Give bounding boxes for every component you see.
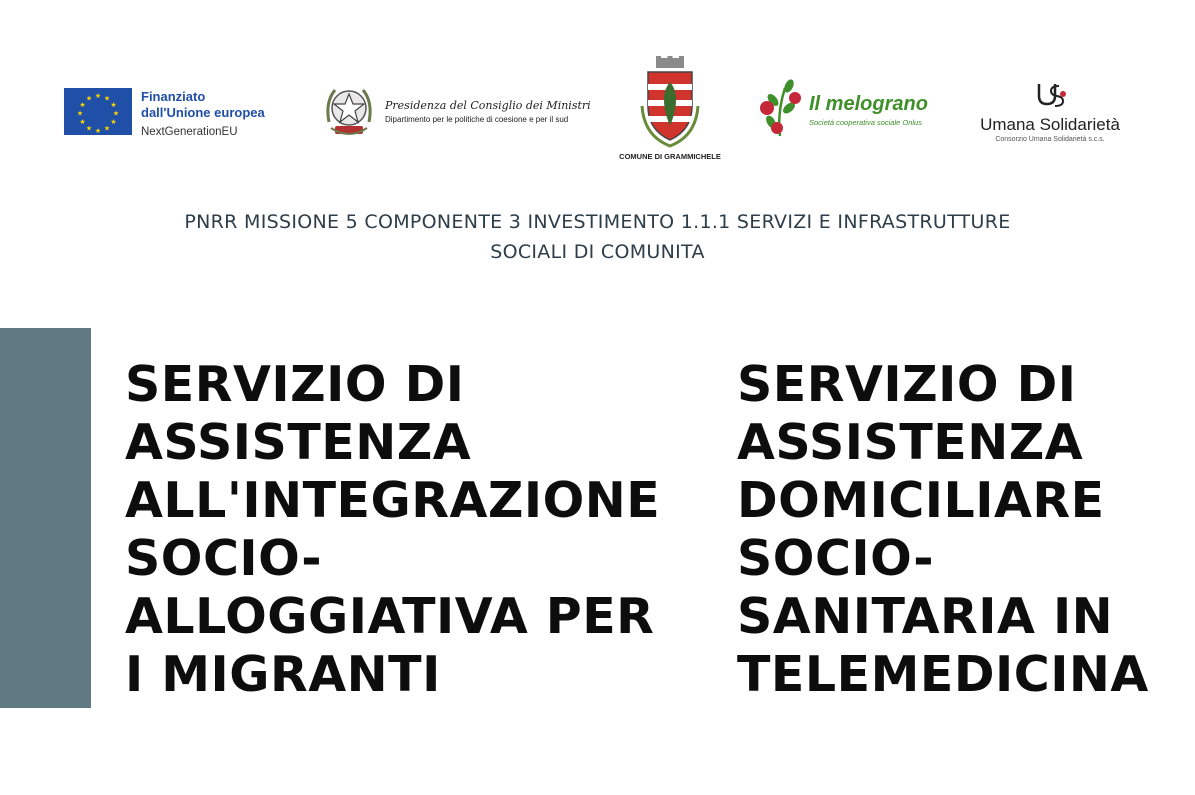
service-title-line: DOMICILIARE: [737, 472, 1105, 529]
umana-solidarieta-logo: [960, 80, 1140, 143]
service-title-line: ALLOGGIATIVA PER: [125, 588, 655, 645]
comune-logo: [614, 56, 726, 161]
presidenza-subtitle: Dipartimento per le politiche di coesione e per il sud: [385, 114, 569, 124]
service-title-line: SERVIZIO DI: [125, 356, 465, 413]
service-title-line: SOCIO-: [125, 530, 323, 587]
svg-text:★: ★: [94, 92, 102, 100]
programme-heading: [0, 207, 1195, 267]
eu-funding-logo: [64, 88, 265, 139]
service-title-line: I MIGRANTI: [125, 646, 441, 703]
heading-line2: SOCIALI DI COMUNITA: [490, 241, 705, 263]
service-title-migranti: [125, 356, 660, 704]
svg-text:★: ★: [110, 101, 117, 109]
umana-monogram-icon: [1033, 80, 1067, 108]
melograno-title: Il melograno: [809, 93, 928, 115]
service-title-line: ALL'INTEGRAZIONE: [125, 472, 661, 529]
partner-logos: [0, 0, 1195, 170]
melograno-subtitle: Società cooperativa sociale Onlus: [809, 118, 922, 127]
eu-logo-line3: NextGenerationEU: [141, 125, 238, 138]
svg-text:★: ★: [103, 124, 111, 133]
svg-text:★: ★: [79, 101, 86, 109]
service-title-telemedicina: [737, 356, 1149, 704]
service-title-line: TELEMEDICINA: [737, 646, 1149, 703]
presidenza-logo: [321, 82, 591, 140]
svg-text:★: ★: [103, 94, 111, 103]
service-title-line: SERVIZIO DI: [737, 356, 1077, 413]
accent-bar: [0, 328, 91, 708]
service-title-line: SOCIO-: [737, 530, 935, 587]
eu-flag-icon: [64, 88, 132, 135]
heading-line1: PNRR MISSIONE 5 COMPONENTE 3 INVESTIMENTO 1.1.1 SERVIZI E INFRASTRUTTURE: [184, 211, 1011, 233]
svg-text:★: ★: [76, 109, 84, 118]
svg-text:★: ★: [85, 124, 93, 133]
italian-emblem-icon: [321, 82, 377, 140]
umana-subtitle: Consorzio Umana Solidarietà s.c.s.: [995, 136, 1105, 143]
svg-text:★: ★: [85, 94, 93, 103]
svg-text:★: ★: [112, 109, 120, 118]
svg-text:★: ★: [79, 118, 86, 126]
svg-text:★: ★: [94, 127, 102, 135]
eu-logo-line2: dall'Unione europea: [141, 105, 265, 121]
pomegranate-icon: [755, 78, 805, 138]
umana-title: Umana Solidarietà: [980, 115, 1120, 134]
eu-logo-line1: Finanziato: [141, 89, 206, 104]
comune-label: COMUNE DI GRAMMICHELE: [619, 152, 721, 161]
presidenza-title: Presidenza del Consiglio dei Ministri: [385, 98, 591, 112]
service-title-line: ASSISTENZA: [737, 414, 1084, 471]
melograno-logo: [755, 78, 928, 138]
service-title-line: SANITARIA IN: [737, 588, 1114, 645]
service-title-line: ASSISTENZA: [125, 414, 472, 471]
comune-crest-icon: [638, 56, 702, 148]
svg-text:★: ★: [110, 118, 117, 126]
